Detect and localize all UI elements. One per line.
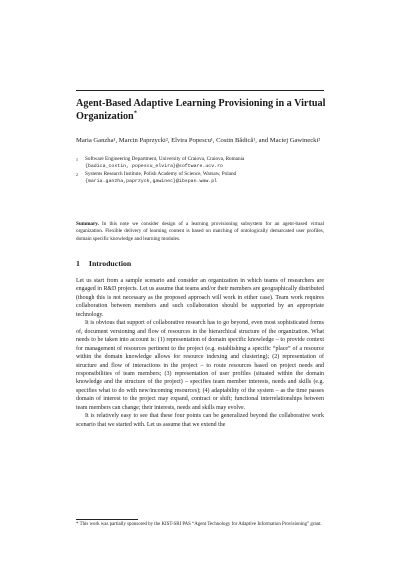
affiliation-institution: Software Engineering Department, University of Craiova, Craiova, Romania (85, 156, 245, 162)
affiliation-institution: Systems Research Institute, Polish Academy of Science, Warsaw, Poland (85, 171, 237, 177)
body-text (76, 277, 324, 429)
paper-title: Agent-Based Adaptive Learning Provisioning in a Virtual Organization* (76, 98, 326, 122)
section-heading (76, 259, 326, 268)
title-footnote-mark: * (133, 109, 138, 117)
affiliation-number: 2 (76, 172, 78, 177)
section-title: Introduction (88, 259, 132, 268)
header-rule (76, 90, 324, 91)
paragraph: Let us start from a sample scenario and consider an organization in which teams of researchers are engaged in R&D projects. Let us assume that teams and/or their members are geographically distributed (though this is not necessary as the proposed approach will work in either case). Team work requires collaboration between members and such collaboration should be supported by an appropriate technology. (76, 278, 324, 318)
affiliation-email: {badica_costin, popescu_elvira}@software.ucv.ro (85, 164, 223, 169)
summary (76, 221, 324, 243)
footnote: * This work was partially sponsored by the KIST-SRI PAS “Agent Technology for Adaptive Information Provisioning” grant. (76, 522, 322, 527)
author-list: Maria Ganzha¹, Marcin Paprzycki², Elvira Popescu¹, Costin Bădică¹, and Maciej Gawinecki² (76, 137, 321, 144)
summary-label: Summary. (76, 221, 99, 227)
footnote-rule (76, 519, 138, 520)
affiliations (76, 156, 326, 186)
summary-text: In this note we consider design of a learning provisioning subsystem for an agent-based virtual organization. Flexible delivery of learning content is based on matching of ontologically demarcated user profiles, domain specific knowledge and learning modules. (76, 221, 325, 242)
affiliation-number: 1 (76, 157, 78, 162)
paragraph: It is relatively easy to see that these four points can be generalized beyond the collaborative work scenario that we started with. Let us assume that we extend the (76, 413, 324, 428)
affiliation-2 (76, 171, 326, 185)
affiliation-1 (76, 156, 326, 170)
section-number: 1 (76, 259, 80, 268)
paragraph: It is obvious that support of collaborative research has to go beyond, even most sophisticated forms of, document versioning and flow of resources in the hierarchical structure of the organization. What needs to be taken into account is: (1) representation of domain specific knowledge – to provide context for management of resources pertinent to the project (e.g. establishing a specific “place” of a resource within the domain knowledge allows for resource indexing and clustering); (2) representation of structure and flow of interactions in the project – to route resources based on project needs and responsibilities of team members; (3) representation of user profiles (situated within the domain knowledge and the structure of the project) – specifies team member interests, needs and skills (e.g. specifies what to do with new/incoming resources); (4) adaptability of the system – as the time passes domain of interest to the project may expand, contract or shift; functional interrelationships between team members can change; their interests, needs and skills may evolve. (76, 320, 324, 411)
affiliation-email: {maria.ganzha,paprzyck,gawinec}@ibspan.waw.pl (85, 179, 218, 184)
